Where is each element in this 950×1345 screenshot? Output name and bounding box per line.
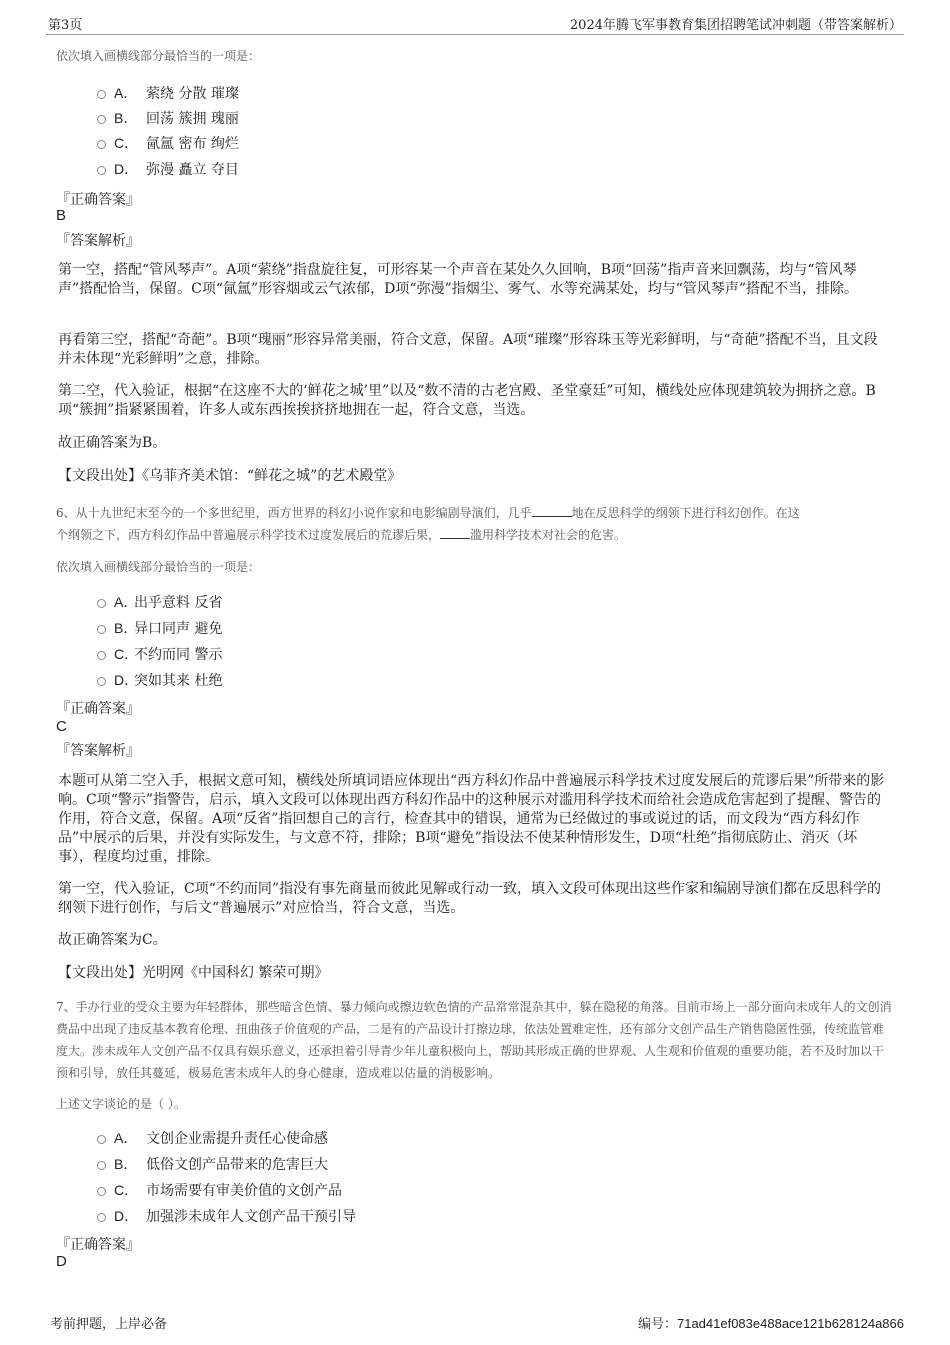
q6-analysis-paragraph: 本题可从第二空入手，根据文意可知，横线处所填词语应体现出“西方科幻作品中普遍展示科学技术过度发展后的荒谬后果”所带来的影响。C项“警示”指警告，启示，填入文段可以体现出西方科幻作品中的这种展示对滥用科学技术而给社会造成危害起到了提醒、警告的作用，符合文意，保留。A项“反省”指回想自己的言行，检查其中的错误，通常为已经做过的事或说过的话，而文段为“西方科幻作品”中展示的后果，并没有实际发生，与文意不符，排除；B项“避免”指设法不使某种情形发生，D项“杜绝”指彻底防止、消灭（坏事），程度均过重，排除。	[58, 773, 885, 865]
option-text: 市场需要有审美价值的文创产品	[146, 1183, 342, 1199]
code-label: 编号：	[637, 1317, 677, 1332]
footer-slogan: 考前押题，上岸必备	[50, 1317, 168, 1332]
fill-blank	[532, 504, 572, 517]
fill-blank	[440, 526, 470, 539]
option-label: D．	[114, 1208, 139, 1224]
q6-answer-heading: 『正确答案』	[56, 701, 140, 717]
q5-option-b[interactable]	[97, 108, 239, 128]
option-text: 弥漫 矗立 夺目	[146, 162, 239, 178]
radio-icon[interactable]	[97, 651, 106, 660]
option-label: A．	[114, 594, 138, 610]
page-header	[46, 14, 904, 35]
q6-option-a[interactable]	[97, 592, 222, 612]
option-text: 低俗文创产品带来的危害巨大	[146, 1157, 328, 1173]
code-value: 71ad41ef083e488ace121b628124a866	[676, 1316, 904, 1331]
q7-answer-heading: 『正确答案』	[56, 1237, 140, 1253]
q5-analysis-paragraph: 再看第三空，搭配“奇葩”。B项“瑰丽”形容异常美丽，符合文意，保留。A项“璀璨”形容珠玉等光彩鲜明，与“奇葩”搭配不当，且文段并未体现“光彩鲜明”之意，排除。	[58, 332, 878, 367]
option-text: 氤氲 密布 绚烂	[146, 136, 239, 152]
radio-icon[interactable]	[97, 599, 106, 608]
option-label: C．	[114, 1182, 139, 1198]
option-label: C．	[114, 646, 139, 662]
option-text: 回荡 簇拥 瑰丽	[146, 111, 239, 127]
option-label: D．	[114, 672, 139, 688]
q5-analysis-heading: 『答案解析』	[56, 233, 140, 249]
q6-analysis-heading: 『答案解析』	[56, 743, 140, 759]
radio-icon[interactable]	[97, 1213, 106, 1222]
q5-answer-heading: 『正确答案』	[56, 192, 140, 208]
option-text: 文创企业需提升责任心使命感	[146, 1131, 328, 1147]
q5-analysis-paragraph: 第一空，搭配“管风琴声”。A项“萦绕”指盘旋往复，可形容某一个声音在某处久久回响，B项“回荡”指声音来回飘荡，均与“管风琴声”搭配恰当，保留。C项“氤氲”形容烟或云气浓郁，D项“弥漫”指烟尘、雾气、水等充满某处，均与“管风琴声”搭配不当，排除。	[58, 262, 859, 297]
radio-icon[interactable]	[97, 1161, 106, 1170]
q7-option-a[interactable]	[97, 1128, 328, 1148]
q6-stem-text: 6、从十九世纪末至今的一个多世纪里，西方世界的科幻小说作家和电影编剧导演们，几乎	[56, 506, 532, 520]
option-label: B．	[114, 110, 138, 126]
option-label: B．	[114, 620, 138, 636]
q6-stem-text: 个纲领之下，西方科幻作品中普遍展示科学技术过度发展后的荒谬后果，	[56, 528, 441, 542]
radio-icon[interactable]	[97, 115, 106, 124]
option-label: B．	[114, 1156, 138, 1172]
q6-stem	[56, 502, 892, 546]
option-label: D．	[114, 161, 139, 177]
radio-icon[interactable]	[97, 1187, 106, 1196]
option-label: A．	[114, 1130, 138, 1146]
option-label: C．	[114, 135, 139, 151]
q6-option-b[interactable]	[97, 618, 222, 638]
q5-answer: B	[56, 207, 67, 224]
radio-icon[interactable]	[97, 677, 106, 686]
q6-answer: C	[56, 718, 67, 735]
q5-option-a[interactable]	[97, 83, 239, 103]
q7-stem: 7、手办行业的受众主要为年轻群体，那些暗含色情、暴力倾向或擦边软色情的产品常常混杂其中，躲在隐秘的角落。目前市场上一部分面向未成年人的文创消费品中出现了违反基本教育伦理、扭曲孩子价值观的产品，二是有的产品设计打擦边球，依法处置难定性，还有部分文创产品生产销售隐匿性强，传统监管难度大。涉未成年人文创产品不仅具有娱乐意义，还承担着引导青少年儿童积极向上，帮助其形成正确的世界观、人生观和价值观的重要功能，若不及时加以干预和引导，放任其蔓延，极易危害未成年人的身心健康，造成难以估量的消极影响。	[56, 1000, 892, 1080]
q6-prompt: 依次填入画横线部分最恰当的一项是：	[56, 560, 261, 574]
option-text: 异口同声 避免	[134, 621, 223, 637]
q7-option-b[interactable]	[97, 1154, 328, 1174]
q5-prompt: 依次填入画横线部分最恰当的一项是：	[56, 49, 261, 63]
option-text: 加强涉未成年人文创产品干预引导	[146, 1209, 356, 1225]
document-title: 2024年腾飞军事教育集团招聘笔试冲刺题（带答案解析）	[569, 18, 902, 33]
q7-option-d[interactable]	[97, 1206, 356, 1226]
q5-option-d[interactable]	[97, 159, 239, 179]
option-label: A．	[114, 85, 138, 101]
option-text: 萦绕 分散 璀璨	[146, 86, 239, 102]
document-code	[638, 1313, 904, 1332]
q6-option-c[interactable]	[97, 644, 222, 664]
radio-icon[interactable]	[97, 140, 106, 149]
option-text: 出乎意料 反省	[134, 595, 223, 611]
q7-prompt: 上述文字谈论的是（ ）。	[56, 1097, 186, 1111]
q6-option-d[interactable]	[97, 670, 222, 690]
radio-icon[interactable]	[97, 1135, 106, 1144]
radio-icon[interactable]	[97, 90, 106, 99]
option-text: 不约而同 警示	[134, 647, 223, 663]
radio-icon[interactable]	[97, 166, 106, 175]
q6-stem-text: 地在反思科学的纲领下进行科幻创作。在这	[571, 506, 800, 520]
radio-icon[interactable]	[97, 625, 106, 634]
q6-conclusion: 故正确答案为C。	[58, 932, 167, 948]
q5-analysis-paragraph: 第二空，代入验证，根据“在这座不大的‘鲜花之城’里”以及“数不清的古老宫殿、圣堂豪廷”可知，横线处应体现建筑较为拥挤之意。B项“簇拥”指紧紧围着，许多人或东西挨挨挤挤地拥在一起，符合文意，当选。	[58, 383, 876, 418]
q6-stem-text: 滥用科学技术对社会的危害。	[470, 528, 627, 542]
option-text: 突如其来 杜绝	[134, 673, 223, 689]
q7-answer: D	[56, 1253, 67, 1270]
q5-source: 【文段出处】《乌菲齐美术馆：“鲜花之城”的艺术殿堂》	[58, 468, 402, 484]
page-number: 第3页	[48, 18, 83, 33]
q7-option-c[interactable]	[97, 1180, 342, 1200]
q6-source: 【文段出处】光明网《中国科幻 繁荣可期》	[58, 965, 329, 981]
q5-conclusion: 故正确答案为B。	[58, 435, 167, 451]
q5-option-c[interactable]	[97, 133, 239, 153]
q6-analysis-paragraph: 第一空，代入验证，C项“不约而同”指没有事先商量而彼此见解或行动一致，填入文段可体现出这些作家和编剧导演们都在反思科学的纲领下进行创作，与后文“普遍展示”对应恰当，符合文意，当选。	[58, 881, 882, 916]
